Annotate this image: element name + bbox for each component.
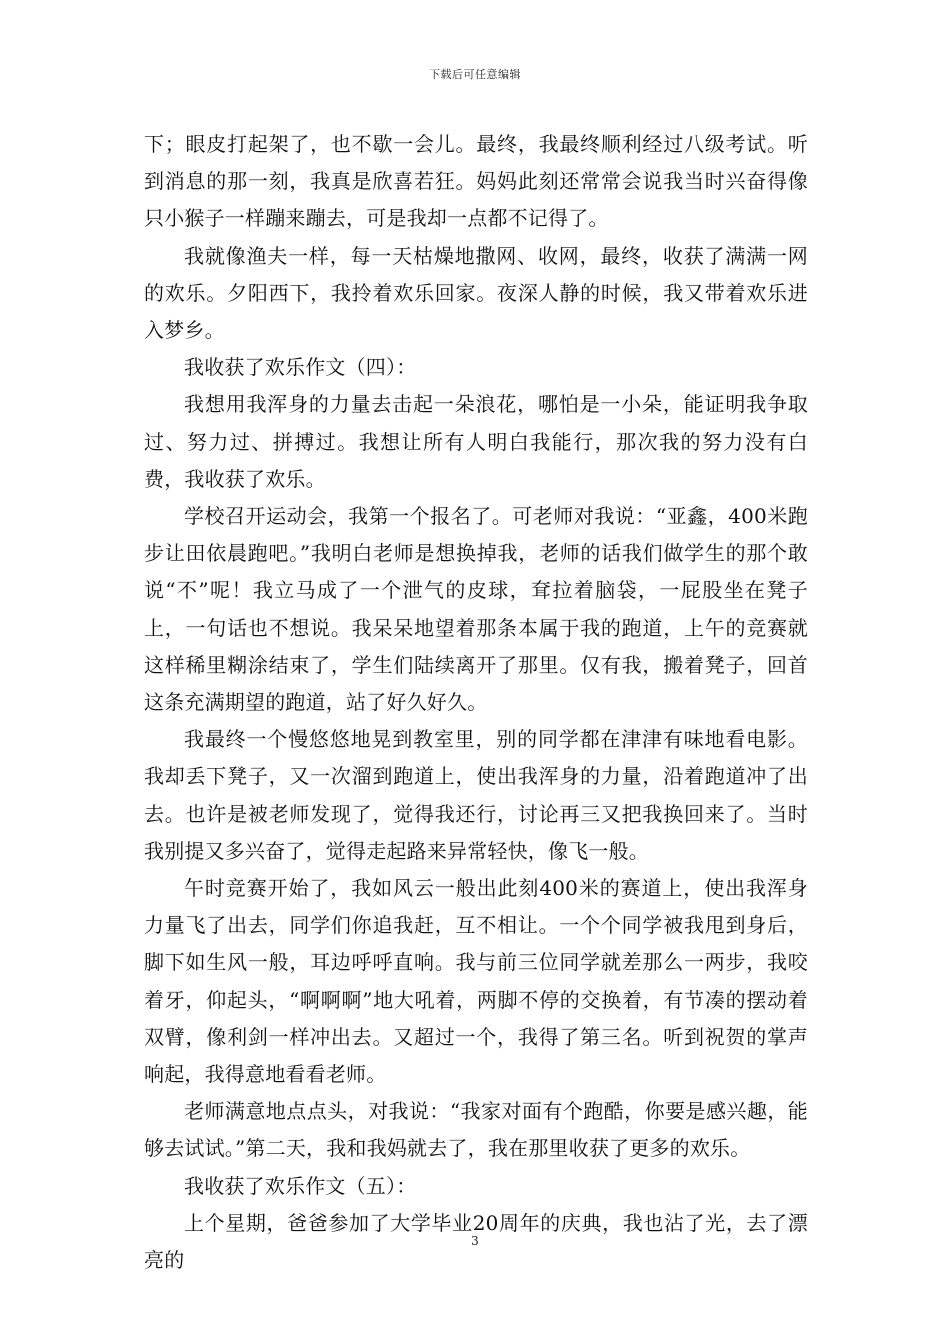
page-number: 3 (471, 1234, 479, 1248)
document-body (144, 126, 808, 1279)
section-heading: 我收获了欢乐作文（五）： (184, 1173, 417, 1198)
section-heading: 我收获了欢乐作文（四）： (184, 355, 417, 380)
page-header: 下载后可任意编辑 (429, 68, 521, 81)
paragraph: 上个星期，爸爸参加了大学毕业20周年的庆典，我也沾了光，去了漂亮的 (144, 1210, 808, 1273)
paragraph: 下；眼皮打起架了，也不歇一会儿。最终，我最终顺利经过八级考试。听到消息的那一刻，我真是欣喜若狂。妈妈此刻还常常会说我当时兴奋得像只小猴子一样蹦来蹦去，可是我却一点都不记得了。 (144, 132, 808, 231)
paragraph: 我就像渔夫一样，每一天枯燥地撒网、收网，最终，收获了满满一网的欢乐。夕阳西下，我拎着欢乐回家。夜深人静的时候，我又带着欢乐进入梦乡。 (144, 243, 808, 343)
paragraph: 我想用我浑身的力量去击起一朵浪花，哪怕是一小朵，能证明我争取过、努力过、拼搏过。我想让所有人明白我能行，那次我的努力没有白费，我收获了欢乐。 (144, 392, 808, 491)
paragraph: 老师满意地点点头，对我说：“我家对面有个跑酷，你要是感兴趣，能够去试试。”第二天，我和我妈就去了，我在那里收获了更多的欢乐。 (144, 1099, 808, 1161)
paragraph: 学校召开运动会，我第一个报名了。可老师对我说：“亚鑫，400米跑步让田依晨跑吧。”我明白老师是想换掉我，老师的话我们做学生的那个敢说“不”呢！我立马成了一个泄气的皮球，耷拉着脑袋，一屁股坐在凳子上，一句话也不想说。我呆呆地望着那条本属于我的跑道，上午的竞赛就这样稀里糊涂结束了，学生们陆续离开了那里。仅有我，搬着凳子，回首这条充满期望的跑道，站了好久好久。 (144, 504, 808, 715)
paragraph: 午时竞赛开始了，我如风云一般出此刻400米的赛道上，使出我浑身力量飞了出去，同学们你追我赶，互不相让。一个个同学被我甩到身后，脚下如生风一般，耳边呼呼直响。我与前三位同学就差那么一两步，我咬着牙，仰起头，“啊啊啊”地大吼着，两脚不停的交换着，有节凑的摆动着双臂，像利剑一样冲出去。又超过一个，我得了第三名。听到祝贺的掌声响起，我得意地看看老师。 (144, 876, 808, 1087)
paragraph: 我最终一个慢悠悠地晃到教室里，别的同学都在津津有味地看电影。我却丢下凳子，又一次溜到跑道上，使出我浑身的力量，沿着跑道冲了出去。也许是被老师发现了，觉得我还行，讨论再三又把我换回来了。当时我别提又多兴奋了，觉得走起路来异常轻快，像飞一般。 (144, 727, 808, 863)
